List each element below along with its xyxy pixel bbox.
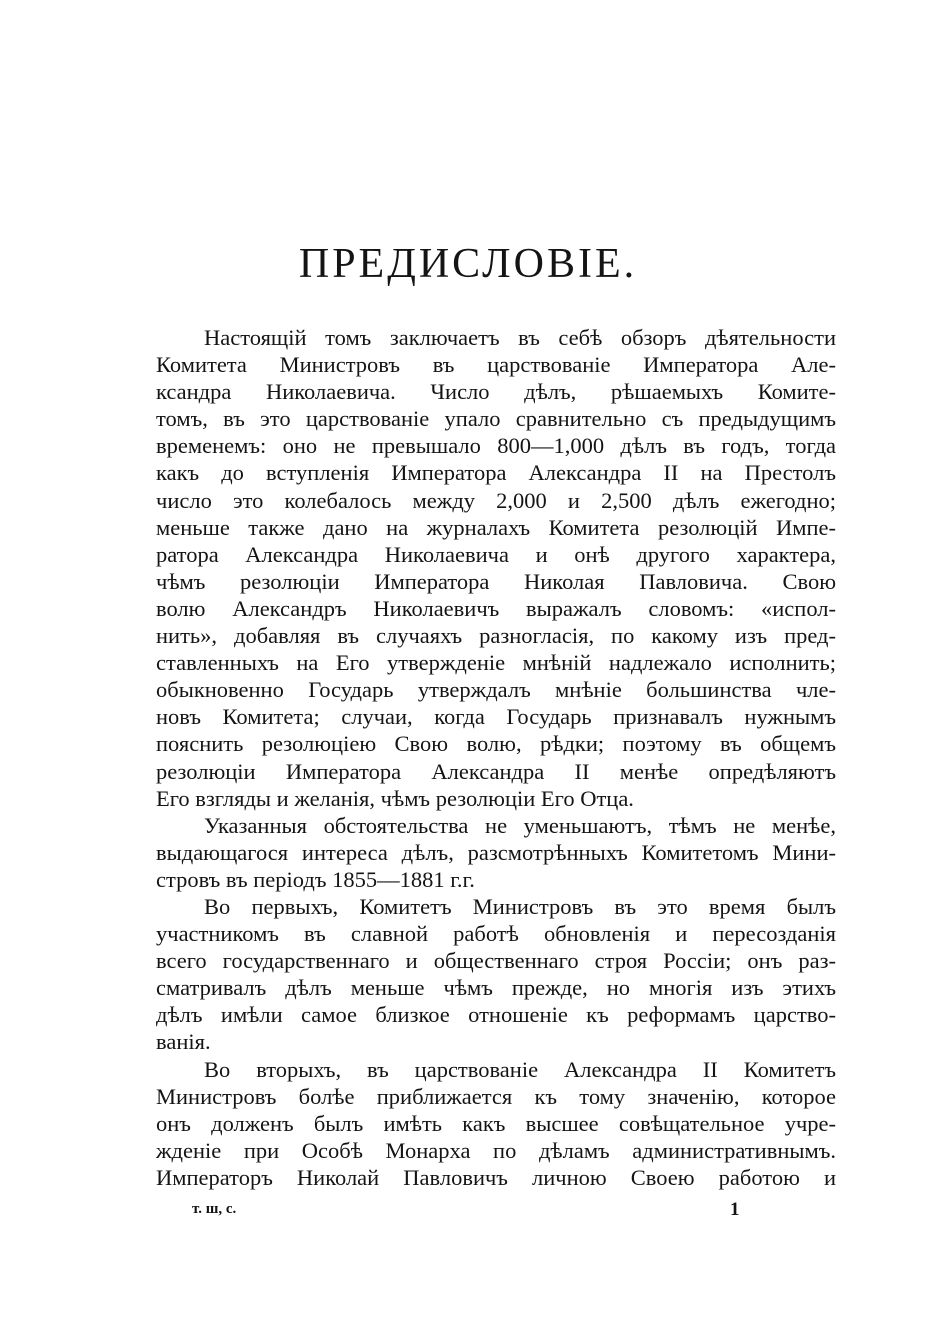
- text-line: Во первыхъ, Комитетъ Министровъ въ это время былъ: [204, 893, 836, 919]
- text-line: ванія.: [156, 1029, 211, 1055]
- text-line: какъ до вступленія Императора Александра II на Престолъ: [156, 460, 836, 486]
- text-line: волю Александръ Николаевичъ выражалъ словомъ: «испол-: [156, 595, 836, 621]
- text-line: томъ, въ это царствованіе упало сравнительно съ предыдущимъ: [156, 406, 836, 432]
- page-title: ПРЕДИСЛОВІЕ.: [298, 241, 638, 287]
- text-line: число это колебалось между 2,000 и 2,500 дѣлъ ежегодно;: [156, 487, 836, 513]
- body-text: [156, 324, 836, 1191]
- text-line: участникомъ въ славной работѣ обновленія и пересозданія: [156, 921, 836, 947]
- text-line: Во вторыхъ, въ царствованіе Александра II Комитетъ: [204, 1056, 836, 1082]
- text-line: жденіе при Особѣ Монарха по дѣламъ административнымъ.: [156, 1137, 836, 1163]
- text-line: ксандра Николаевича. Число дѣлъ, рѣшаемыхъ Комите-: [156, 379, 836, 405]
- text-line: Настоящій томъ заключаетъ въ себѣ обзоръ дѣятельности: [204, 325, 836, 350]
- text-line: онъ долженъ былъ имѣть какъ высшее совѣщательное учре-: [156, 1110, 836, 1136]
- text-line: обыкновенно Государь утверждалъ мнѣніе большинства чле-: [156, 677, 836, 703]
- text-line: Императоръ Николай Павловичъ личною Своею работою и: [156, 1164, 836, 1190]
- text-line: новъ Комитета; случаи, когда Государь признавалъ нужнымъ: [156, 704, 836, 730]
- text-line: Министровъ болѣе приближается къ тому значенію, которое: [156, 1083, 836, 1109]
- text-line: дѣлъ имѣли самое близкое отношеніе къ реформамъ царство-: [156, 1002, 836, 1028]
- text-line: сматривалъ дѣлъ меньше чѣмъ прежде, но многія изъ этихъ: [156, 975, 836, 1001]
- text-line: нить», добавляя въ случаяхъ разногласія, по какому изъ пред-: [156, 623, 836, 649]
- text-line: Комитета Министровъ въ царствованіе Императора Але-: [156, 352, 836, 378]
- text-line: временемъ: оно не превышало 800—1,000 дѣлъ въ годъ, тогда: [156, 433, 836, 459]
- printer-signature: т. ш, с.: [192, 1201, 237, 1217]
- page-footer: [192, 1199, 752, 1221]
- text-line: пояснить резолюціею Свою волю, рѣдки; поэтому въ общемъ: [156, 731, 836, 757]
- page-number: 1: [730, 1199, 740, 1220]
- text-line: Указанныя обстоятельства не уменьшаютъ, тѣмъ не менѣе,: [204, 812, 836, 838]
- text-line: чѣмъ резолюціи Императора Николая Павловича. Свою: [156, 568, 836, 594]
- text-line: меньше также дано на журналахъ Комитета резолюцій Импе-: [156, 514, 836, 540]
- text-line: ставленныхъ на Его утвержденіе мнѣній надлежало исполнить;: [156, 650, 836, 676]
- text-line: резолюціи Императора Александра II менѣе опредѣляютъ: [156, 758, 836, 784]
- text-line: стровъ въ періодъ 1855—1881 г.г.: [156, 866, 475, 892]
- text-line: Его взгляды и желанія, чѣмъ резолюціи Его Отца.: [156, 785, 634, 811]
- text-line: выдающагося интереса дѣлъ, разсмотрѣнныхъ Комитетомъ Мини-: [156, 839, 836, 865]
- text-line: всего государственнаго и общественнаго строя Россіи; онъ раз-: [156, 948, 836, 974]
- text-line: ратора Александра Николаевича и онѣ другого характера,: [156, 541, 836, 567]
